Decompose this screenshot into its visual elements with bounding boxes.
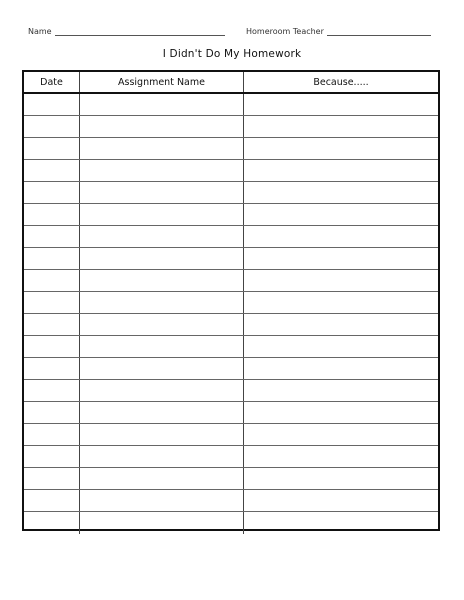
date-cell[interactable] [24,138,80,159]
table-row [24,292,438,314]
assignment-cell[interactable] [80,94,244,115]
because-cell[interactable] [244,182,438,203]
column-header-date: Date [24,72,80,92]
because-cell[interactable] [244,116,438,137]
date-cell[interactable] [24,270,80,291]
date-cell[interactable] [24,402,80,423]
table-row [24,468,438,490]
because-cell[interactable] [244,380,438,401]
date-cell[interactable] [24,314,80,335]
because-cell[interactable] [244,336,438,357]
assignment-cell[interactable] [80,226,244,247]
assignment-cell[interactable] [80,182,244,203]
because-cell[interactable] [244,424,438,445]
table-row [24,94,438,116]
name-blank[interactable] [55,26,225,36]
table-row [24,446,438,468]
assignment-cell[interactable] [80,270,244,291]
assignment-cell[interactable] [80,336,244,357]
teacher-field [246,26,431,36]
date-cell[interactable] [24,204,80,225]
date-cell[interactable] [24,424,80,445]
teacher-label: Homeroom Teacher [246,27,324,36]
assignment-cell[interactable] [80,468,244,489]
column-header-assignment: Assignment Name [80,72,244,92]
because-cell[interactable] [244,248,438,269]
table-row [24,116,438,138]
assignment-cell[interactable] [80,424,244,445]
table-row [24,226,438,248]
date-cell[interactable] [24,116,80,137]
assignment-cell[interactable] [80,358,244,379]
table-row [24,138,438,160]
table-row [24,490,438,512]
because-cell[interactable] [244,138,438,159]
date-cell[interactable] [24,490,80,511]
assignment-cell[interactable] [80,314,244,335]
column-header-because: Because..... [313,76,369,88]
assignment-cell[interactable] [80,160,244,181]
date-cell[interactable] [24,380,80,401]
date-cell[interactable] [24,94,80,115]
table-row [24,270,438,292]
date-cell[interactable] [24,248,80,269]
table-row [24,512,438,534]
teacher-blank[interactable] [327,26,431,36]
table-header-row [24,72,438,94]
assignment-cell[interactable] [80,138,244,159]
table-row [24,358,438,380]
because-cell[interactable] [244,512,438,534]
assignment-cell[interactable] [80,490,244,511]
table-row [24,248,438,270]
table-row [24,424,438,446]
homework-table [22,70,440,531]
because-cell[interactable] [244,402,438,423]
student-info-line [28,26,438,40]
because-cell[interactable] [244,226,438,247]
name-label: Name [28,27,52,36]
date-cell[interactable] [24,336,80,357]
date-cell[interactable] [24,446,80,467]
because-cell[interactable] [244,314,438,335]
assignment-cell[interactable] [80,292,244,313]
assignment-cell[interactable] [80,512,244,534]
table-row [24,314,438,336]
because-cell[interactable] [244,358,438,379]
because-cell[interactable] [244,270,438,291]
because-cell[interactable] [244,94,438,115]
date-cell[interactable] [24,358,80,379]
page-title: I Didn't Do My Homework [162,48,302,60]
table-row [24,204,438,226]
because-cell[interactable] [244,204,438,225]
date-cell[interactable] [24,468,80,489]
date-cell[interactable] [24,226,80,247]
because-cell[interactable] [244,490,438,511]
table-row [24,380,438,402]
table-row [24,182,438,204]
name-field [28,26,225,36]
assignment-cell[interactable] [80,116,244,137]
date-cell[interactable] [24,292,80,313]
because-cell[interactable] [244,292,438,313]
assignment-cell[interactable] [80,204,244,225]
date-cell[interactable] [24,512,80,534]
date-cell[interactable] [24,182,80,203]
date-cell[interactable] [24,160,80,181]
assignment-cell[interactable] [80,446,244,467]
assignment-cell[interactable] [80,248,244,269]
assignment-cell[interactable] [80,402,244,423]
because-cell[interactable] [244,446,438,467]
table-row [24,336,438,358]
because-cell[interactable] [244,160,438,181]
table-row [24,402,438,424]
because-cell[interactable] [244,468,438,489]
table-row [24,160,438,182]
assignment-cell[interactable] [80,380,244,401]
